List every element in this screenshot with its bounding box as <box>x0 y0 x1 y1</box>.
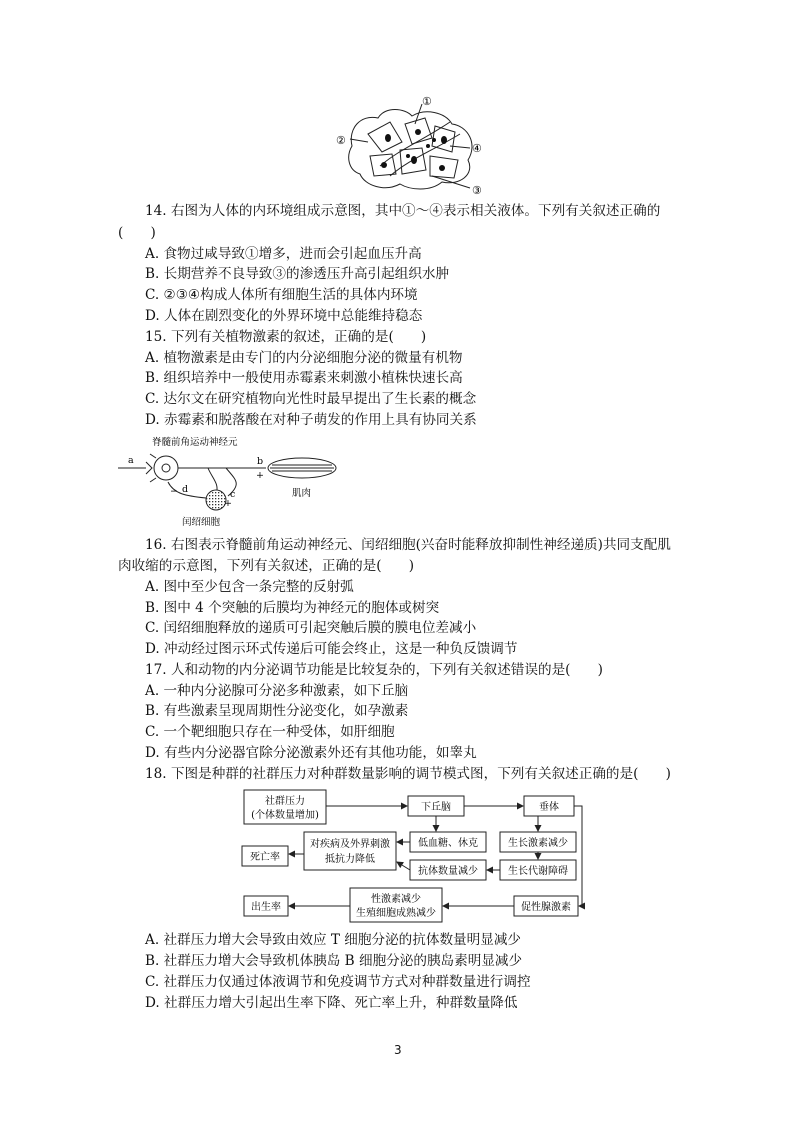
box-resist-1: 对疾病及外界刺激 <box>310 839 390 850</box>
q16-option-d: D. 冲动经过图示环式传递后可能会终止，这是一种负反馈调节 <box>145 641 518 657</box>
box-low-sugar: 低血糖、休克 <box>418 838 478 849</box>
q17-stem: 17. 人和动物的内分泌调节功能是比较复杂的，下列有关叙述错误的是( ) <box>145 662 603 678</box>
label-plus-b: + <box>256 470 264 481</box>
q18-option-d: D. 社群压力增大引起出生率下降、死亡率上升，种群数量降低 <box>145 995 518 1011</box>
q14-option-b: B. 长期营养不良导致③的渗透压升高引起组织水肿 <box>145 266 450 282</box>
q17-option-b: B. 有些激素呈现周期性分泌变化，如孕激素 <box>145 703 409 719</box>
q16-option-a: A. 图中至少包含一条完整的反射弧 <box>145 579 354 595</box>
box-antibody: 抗体数量减少 <box>418 866 478 877</box>
page-number: 3 <box>394 1043 402 1057</box>
motor-neuron-figure <box>116 432 356 530</box>
social-pressure-flowchart <box>238 788 588 924</box>
q18-stem: 18. 下图是种群的社群压力对种群数量影响的调节模式图，下列有关叙述正确的是( ) <box>145 766 671 782</box>
label-b: b <box>257 456 264 467</box>
box-resist-2: 抵抗力降低 <box>325 854 375 865</box>
q14-stem-line2: ( ) <box>118 225 156 241</box>
label-plus-c: + <box>224 498 232 509</box>
q15-option-d: D. 赤霉素和脱落酸在对种子萌发的作用上具有协同关系 <box>145 412 477 428</box>
q15-option-c: C. 达尔文在研究植物向光性时最早提出了生长素的概念 <box>145 391 477 407</box>
q17-option-a: A. 一种内分泌腺可分泌多种激素，如下丘脑 <box>145 683 409 699</box>
label-4: ④ <box>472 142 482 155</box>
label-d: d <box>182 484 189 495</box>
box-pressure-2: (个体数量增加) <box>251 810 319 821</box>
q18-option-a: A. 社群压力增大会导致由效应 T 细胞分泌的抗体数量明显减少 <box>145 932 522 948</box>
q17-option-c: C. 一个靶细胞只存在一种受体，如肝细胞 <box>145 724 395 740</box>
box-gonadotropin: 促性腺激素 <box>521 902 571 913</box>
muscle-label: 肌肉 <box>292 488 312 499</box>
q16-option-b: B. 图中 4 个突触的后膜均为神经元的胞体或树突 <box>145 600 440 616</box>
box-sex-1: 性激素减少 <box>371 894 421 905</box>
q14-option-d: D. 人体在剧烈变化的外界环境中总能维持稳态 <box>145 308 423 324</box>
q14-option-c: C. ②③④构成人体所有细胞生活的具体内环境 <box>145 287 418 303</box>
box-death-rate: 死亡率 <box>250 852 280 863</box>
box-pressure-1: 社群压力 <box>265 796 305 807</box>
q15-option-a: A. 植物激素是由专门的内分泌细胞分泌的微量有机物 <box>145 350 463 366</box>
q18-option-b: B. 社群压力增大会导致机体胰岛 B 细胞分泌的胰岛素明显减少 <box>145 953 523 969</box>
interneuron-label: 闰绍细胞 <box>182 517 221 528</box>
box-metabolism: 生长代谢障碍 <box>508 866 568 877</box>
box-sex-2: 生殖细胞成熟减少 <box>356 908 436 919</box>
q16-option-c: C. 闰绍细胞释放的递质可引起突触后膜的膜电位差减小 <box>145 620 477 636</box>
box-birth-rate: 出生率 <box>251 902 281 913</box>
q18-option-c: C. 社群压力仅通过体液调节和免疫调节方式对种群数量进行调控 <box>145 974 531 990</box>
q16-stem-line2: 肉收缩的示意图，下列有关叙述，正确的是( ) <box>118 558 415 574</box>
box-pituitary: 垂体 <box>539 802 559 813</box>
q16-stem-line1: 16. 右图表示脊髓前角运动神经元、闰绍细胞(兴奋时能释放抑制性神经递质)共同支配肌 <box>145 537 671 553</box>
label-minus: − <box>170 486 178 497</box>
q14-option-a: A. 食物过咸导致①增多，进而会引起血压升高 <box>145 246 422 262</box>
q15-option-b: B. 组织培养中一般使用赤霉素来刺激小植株快速长高 <box>145 370 463 386</box>
box-hypothalamus: 下丘脑 <box>421 802 451 813</box>
q15-stem: 15. 下列有关植物激素的叙述，正确的是( ) <box>145 329 427 345</box>
neuron-label: 脊髓前角运动神经元 <box>152 437 238 448</box>
label-3: ③ <box>472 184 482 196</box>
label-a: a <box>128 455 134 466</box>
q17-option-d: D. 有些内分泌器官除分泌激素外还有其他功能，如睾丸 <box>145 745 477 761</box>
label-1: ① <box>422 95 432 108</box>
label-2: ② <box>336 134 346 147</box>
box-gh-down: 生长激素减少 <box>508 838 568 849</box>
inner-environment-figure <box>330 94 500 196</box>
label-c: c <box>230 489 236 500</box>
q14-stem-line1: 14. 右图为人体的内环境组成示意图，其中①～④表示相关液体。下列有关叙述正确的 <box>145 203 661 219</box>
